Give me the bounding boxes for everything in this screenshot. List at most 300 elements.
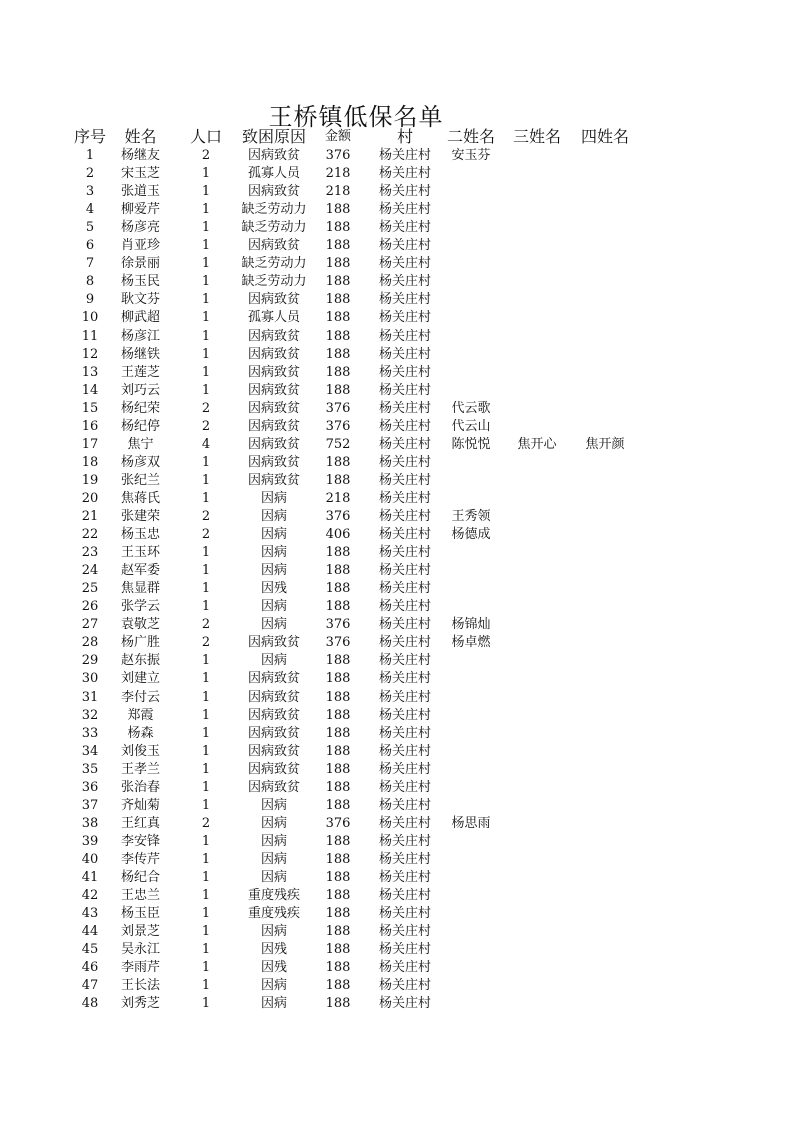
row-village: 杨关庄村 [378, 527, 431, 543]
row-village: 杨关庄村 [378, 310, 431, 326]
row-no: 48 [81, 996, 99, 1012]
row-village: 杨关庄村 [378, 725, 431, 741]
row-village: 杨关庄村 [378, 436, 431, 452]
row-village: 杨关庄村 [378, 509, 431, 524]
row-no: 17 [81, 436, 99, 452]
row-population: 1 [201, 888, 211, 904]
row-no: 20 [81, 490, 99, 506]
row-amount: 188 [325, 924, 351, 940]
row-amount: 188 [325, 978, 351, 994]
row-population: 1 [201, 996, 211, 1012]
row-population: 2 [201, 635, 211, 651]
row-reason: 因病致贫 [247, 148, 300, 163]
row-reason: 因病致贫 [247, 418, 300, 434]
row-reason: 因残 [260, 942, 287, 958]
row-name: 杨纪合 [120, 870, 160, 885]
row-reason: 因病 [260, 996, 287, 1012]
row-population: 1 [201, 942, 211, 958]
row-village: 杨关庄村 [378, 635, 431, 651]
header-amount: 金额 [324, 129, 351, 144]
row-amount: 188 [325, 725, 351, 741]
row-population: 1 [201, 906, 211, 922]
row-amount: 188 [325, 779, 351, 795]
row-village: 杨关庄村 [378, 382, 431, 398]
row-amount: 188 [325, 833, 351, 849]
row-no: 45 [81, 942, 99, 958]
row-village: 杨关庄村 [378, 599, 431, 615]
row-no: 24 [81, 563, 99, 579]
row-population: 1 [201, 382, 211, 398]
row-village: 杨关庄村 [378, 761, 431, 777]
row-reason: 因病致贫 [247, 725, 300, 741]
row-name: 杨彦双 [120, 454, 160, 470]
row-reason: 因病致贫 [247, 761, 300, 777]
row-name: 王玉环 [120, 545, 160, 561]
row-name: 杨纪荣 [120, 400, 160, 416]
row-name: 徐景丽 [120, 256, 160, 272]
row-name: 李安锋 [120, 833, 160, 849]
row-no: 31 [81, 689, 99, 705]
row-population: 2 [201, 617, 211, 633]
row-village: 杨关庄村 [378, 978, 431, 994]
row-amount: 376 [325, 509, 351, 524]
row-name: 杨彦江 [120, 328, 160, 344]
row-name: 宋玉芝 [120, 166, 160, 182]
row-no: 30 [81, 671, 99, 687]
row-population: 1 [201, 653, 211, 669]
row-no: 35 [81, 761, 99, 777]
row-no: 3 [85, 184, 95, 200]
row-name: 张学云 [120, 599, 160, 615]
row-name: 王红真 [120, 815, 160, 831]
row-amount: 188 [325, 942, 351, 958]
row-no: 26 [81, 599, 99, 615]
row-reason: 因病致贫 [247, 364, 300, 380]
row-reason: 因病 [260, 851, 287, 867]
row-reason: 因病 [260, 833, 287, 849]
row-reason: 因病 [260, 617, 287, 633]
row-amount: 376 [325, 815, 351, 831]
row-village: 杨关庄村 [378, 184, 431, 200]
row-village: 杨关庄村 [378, 689, 431, 705]
row-name: 杨玉臣 [120, 906, 160, 922]
row-population: 1 [201, 563, 211, 579]
row-no: 33 [81, 725, 99, 741]
row-amount: 218 [325, 166, 351, 182]
row-amount: 188 [325, 382, 351, 398]
row-reason: 因病致贫 [247, 472, 300, 488]
row-population: 1 [201, 220, 211, 236]
row-name: 李传芹 [120, 851, 160, 867]
row-population: 1 [201, 725, 211, 741]
row-amount: 188 [325, 274, 351, 290]
row-reason: 因病 [260, 815, 287, 831]
page-title: 王桥镇低保名单 [268, 103, 444, 131]
row-village: 杨关庄村 [378, 148, 431, 163]
row-name: 王长法 [120, 978, 160, 994]
row-reason: 因病 [260, 527, 287, 543]
row-no: 34 [81, 743, 99, 759]
row-amount: 188 [325, 870, 351, 885]
row-reason: 因病致贫 [247, 184, 300, 200]
row-name: 杨玉忠 [120, 527, 160, 543]
row-population: 2 [201, 527, 211, 543]
row-amount: 188 [325, 310, 351, 326]
row-no: 27 [81, 617, 99, 633]
row-reason: 因残 [260, 960, 287, 976]
row-reason: 因病 [260, 490, 287, 506]
row-amount: 188 [325, 707, 351, 723]
row-population: 1 [201, 797, 211, 813]
row-amount: 188 [325, 238, 351, 254]
row-village: 杨关庄村 [378, 581, 431, 597]
row-name: 李付云 [120, 689, 160, 705]
row-population: 1 [201, 310, 211, 326]
row-village: 杨关庄村 [378, 220, 431, 236]
row-population: 1 [201, 202, 211, 218]
row-reason: 因病致贫 [247, 238, 300, 254]
row-population: 2 [201, 815, 211, 831]
row-village: 杨关庄村 [378, 617, 431, 633]
row-population: 1 [201, 707, 211, 723]
row-village: 杨关庄村 [378, 779, 431, 795]
row-population: 1 [201, 599, 211, 615]
row-village: 杨关庄村 [378, 400, 431, 416]
row-population: 1 [201, 166, 211, 182]
row-name: 张纪兰 [120, 472, 160, 488]
row-amount: 188 [325, 346, 351, 362]
header-reason: 致困原因 [241, 127, 306, 146]
row-village: 杨关庄村 [378, 743, 431, 759]
row-name: 杨纪停 [120, 418, 160, 434]
row-population: 1 [201, 689, 211, 705]
row-name4: 焦开颜 [585, 436, 625, 452]
row-reason: 因病致贫 [247, 382, 300, 398]
row-population: 2 [201, 418, 211, 434]
row-no: 13 [81, 364, 99, 380]
row-reason: 缺乏劳动力 [241, 256, 307, 272]
row-name2: 陈悦悦 [451, 436, 491, 452]
row-no: 44 [81, 924, 99, 940]
row-no: 8 [85, 274, 95, 290]
row-reason: 因病 [260, 924, 287, 940]
header-no: 序号 [73, 127, 106, 146]
row-name: 刘景芝 [120, 924, 160, 940]
row-no: 18 [81, 454, 99, 470]
row-reason: 因病致贫 [247, 743, 300, 759]
row-reason: 重度残疾 [247, 888, 300, 904]
row-population: 1 [201, 545, 211, 561]
row-no: 37 [81, 797, 99, 813]
row-amount: 188 [325, 220, 351, 236]
row-village: 杨关庄村 [378, 346, 431, 362]
row-amount: 376 [325, 635, 351, 651]
row-name: 耿文芬 [120, 292, 160, 308]
row-amount: 188 [325, 797, 351, 813]
row-name: 杨继铁 [120, 346, 160, 362]
row-name: 杨广胜 [120, 635, 160, 651]
row-population: 1 [201, 184, 211, 200]
row-name: 柳武超 [120, 310, 160, 326]
row-no: 25 [81, 581, 99, 597]
row-name: 杨森 [127, 725, 154, 741]
row-no: 32 [81, 707, 99, 723]
header-name4: 四姓名 [580, 127, 629, 146]
row-no: 42 [81, 888, 99, 904]
row-population: 1 [201, 743, 211, 759]
row-name2: 王秀领 [451, 509, 491, 524]
row-amount: 188 [325, 292, 351, 308]
row-no: 11 [81, 328, 99, 344]
row-name2: 代云山 [451, 418, 491, 434]
row-amount: 376 [325, 400, 351, 416]
row-name: 杨玉民 [120, 274, 160, 290]
header-name3: 三姓名 [512, 127, 561, 146]
row-amount: 188 [325, 364, 351, 380]
row-no: 12 [81, 346, 99, 362]
row-no: 2 [85, 166, 95, 182]
row-name: 杨继友 [120, 148, 160, 163]
row-village: 杨关庄村 [378, 653, 431, 669]
row-amount: 188 [325, 960, 351, 976]
row-name2: 杨锦灿 [451, 617, 491, 633]
row-village: 杨关庄村 [378, 996, 431, 1012]
row-population: 1 [201, 671, 211, 687]
row-reason: 缺乏劳动力 [241, 202, 307, 218]
header-name2: 二姓名 [446, 127, 495, 146]
row-no: 6 [85, 238, 95, 254]
row-amount: 752 [325, 436, 351, 452]
row-name2: 代云歌 [451, 400, 491, 416]
row-name2: 安玉芬 [451, 148, 491, 163]
row-village: 杨关庄村 [378, 960, 431, 976]
row-name: 焦显群 [120, 581, 160, 597]
row-amount: 218 [325, 184, 351, 200]
row-reason: 因病致贫 [247, 454, 300, 470]
row-no: 19 [81, 472, 99, 488]
row-no: 16 [81, 418, 99, 434]
row-reason: 因病 [260, 509, 287, 524]
row-reason: 缺乏劳动力 [241, 274, 307, 290]
row-village: 杨关庄村 [378, 906, 431, 922]
row-name: 齐灿菊 [120, 797, 160, 813]
row-population: 1 [201, 960, 211, 976]
row-name: 郑霞 [127, 707, 154, 723]
row-population: 1 [201, 238, 211, 254]
row-name: 刘秀芝 [120, 996, 160, 1012]
row-amount: 376 [325, 418, 351, 434]
row-population: 1 [201, 851, 211, 867]
row-population: 1 [201, 256, 211, 272]
row-population: 1 [201, 328, 211, 344]
row-no: 43 [81, 906, 99, 922]
row-name: 李雨芹 [120, 960, 160, 976]
row-population: 1 [201, 761, 211, 777]
row-village: 杨关庄村 [378, 545, 431, 561]
row-no: 23 [81, 545, 99, 561]
row-reason: 因病致贫 [247, 436, 300, 452]
row-population: 1 [201, 490, 211, 506]
row-amount: 188 [325, 743, 351, 759]
row-reason: 因病 [260, 653, 287, 669]
row-no: 46 [81, 960, 99, 976]
row-village: 杨关庄村 [378, 490, 431, 506]
row-no: 36 [81, 779, 99, 795]
row-amount: 188 [325, 256, 351, 272]
header-village: 村 [396, 127, 413, 146]
row-population: 1 [201, 472, 211, 488]
header-name: 姓名 [124, 127, 157, 146]
row-name: 刘俊玉 [120, 743, 160, 759]
row-no: 22 [81, 527, 99, 543]
row-name: 吴永江 [120, 942, 160, 958]
row-village: 杨关庄村 [378, 166, 431, 182]
row-village: 杨关庄村 [378, 454, 431, 470]
row-amount: 188 [325, 906, 351, 922]
row-name: 王孝兰 [120, 761, 160, 777]
row-no: 14 [81, 382, 99, 398]
row-amount: 188 [325, 545, 351, 561]
row-village: 杨关庄村 [378, 851, 431, 867]
row-amount: 406 [325, 527, 351, 543]
row-population: 1 [201, 978, 211, 994]
row-reason: 因残 [260, 581, 287, 597]
row-name2: 杨德成 [451, 527, 491, 543]
row-name3: 焦开心 [517, 436, 557, 452]
row-no: 28 [81, 635, 99, 651]
row-reason: 因病 [260, 870, 287, 885]
row-village: 杨关庄村 [378, 202, 431, 218]
row-no: 21 [81, 509, 99, 524]
row-reason: 因病致贫 [247, 707, 300, 723]
row-reason: 缺乏劳动力 [241, 220, 307, 236]
row-population: 1 [201, 292, 211, 308]
row-amount: 188 [325, 563, 351, 579]
row-name: 柳爱芹 [120, 202, 160, 218]
row-no: 10 [81, 310, 99, 326]
row-name2: 杨思雨 [451, 815, 491, 831]
row-reason: 因病致贫 [247, 400, 300, 416]
row-reason: 因病致贫 [247, 328, 300, 344]
row-amount: 188 [325, 328, 351, 344]
row-no: 39 [81, 833, 99, 849]
row-village: 杨关庄村 [378, 833, 431, 849]
row-village: 杨关庄村 [378, 563, 431, 579]
row-amount: 218 [325, 490, 351, 506]
row-name: 张建荣 [120, 509, 160, 524]
row-name: 焦蒋氏 [120, 490, 160, 506]
row-population: 2 [201, 400, 211, 416]
row-name: 焦宁 [127, 436, 154, 452]
row-no: 7 [85, 256, 95, 272]
row-population: 1 [201, 346, 211, 362]
row-population: 2 [201, 148, 211, 163]
row-reason: 因病 [260, 563, 287, 579]
row-name: 刘巧云 [120, 382, 160, 398]
row-reason: 重度残疾 [247, 906, 300, 922]
row-name: 肖亚珍 [120, 238, 160, 254]
header-population: 人口 [189, 127, 222, 146]
row-village: 杨关庄村 [378, 942, 431, 958]
row-population: 1 [201, 924, 211, 940]
row-village: 杨关庄村 [378, 924, 431, 940]
row-no: 40 [81, 851, 99, 867]
row-reason: 因病 [260, 545, 287, 561]
row-village: 杨关庄村 [378, 815, 431, 831]
row-amount: 188 [325, 851, 351, 867]
row-village: 杨关庄村 [378, 328, 431, 344]
row-reason: 因病 [260, 978, 287, 994]
row-amount: 376 [325, 148, 351, 163]
row-reason: 因病 [260, 797, 287, 813]
row-no: 47 [81, 978, 99, 994]
row-amount: 188 [325, 202, 351, 218]
row-reason: 因病致贫 [247, 689, 300, 705]
row-population: 1 [201, 870, 211, 885]
row-village: 杨关庄村 [378, 797, 431, 813]
row-amount: 188 [325, 472, 351, 488]
row-population: 4 [201, 436, 211, 452]
row-name: 杨彦亮 [120, 220, 160, 236]
row-reason: 因病致贫 [247, 779, 300, 795]
row-reason: 因病 [260, 599, 287, 615]
row-population: 1 [201, 454, 211, 470]
row-village: 杨关庄村 [378, 274, 431, 290]
row-village: 杨关庄村 [378, 671, 431, 687]
row-population: 1 [201, 364, 211, 380]
row-name: 王莲芝 [120, 364, 160, 380]
row-population: 1 [201, 581, 211, 597]
row-population: 1 [201, 833, 211, 849]
row-no: 41 [81, 870, 99, 885]
row-population: 1 [201, 274, 211, 290]
row-amount: 188 [325, 454, 351, 470]
row-amount: 188 [325, 761, 351, 777]
row-amount: 188 [325, 581, 351, 597]
row-reason: 孤寡人员 [247, 310, 300, 326]
row-village: 杨关庄村 [378, 364, 431, 380]
row-no: 9 [85, 292, 95, 308]
row-population: 2 [201, 509, 211, 524]
row-village: 杨关庄村 [378, 256, 431, 272]
row-name: 赵军委 [120, 563, 160, 579]
row-name: 袁敬芝 [120, 617, 160, 633]
row-village: 杨关庄村 [378, 472, 431, 488]
row-amount: 188 [325, 996, 351, 1012]
row-population: 1 [201, 779, 211, 795]
row-name: 王忠兰 [120, 888, 160, 904]
row-reason: 因病致贫 [247, 292, 300, 308]
row-reason: 因病致贫 [247, 671, 300, 687]
row-no: 5 [85, 220, 95, 236]
row-village: 杨关庄村 [378, 888, 431, 904]
row-reason: 孤寡人员 [247, 166, 300, 182]
row-village: 杨关庄村 [378, 238, 431, 254]
row-village: 杨关庄村 [378, 292, 431, 308]
row-amount: 376 [325, 617, 351, 633]
row-name: 赵东振 [120, 653, 160, 669]
row-no: 1 [85, 148, 95, 163]
row-village: 杨关庄村 [378, 870, 431, 885]
row-village: 杨关庄村 [378, 707, 431, 723]
row-amount: 188 [325, 653, 351, 669]
row-no: 15 [81, 400, 99, 416]
row-no: 4 [85, 202, 95, 218]
row-reason: 因病致贫 [247, 346, 300, 362]
row-amount: 188 [325, 671, 351, 687]
row-name2: 杨卓燃 [451, 635, 491, 651]
row-name: 刘建立 [120, 671, 160, 687]
